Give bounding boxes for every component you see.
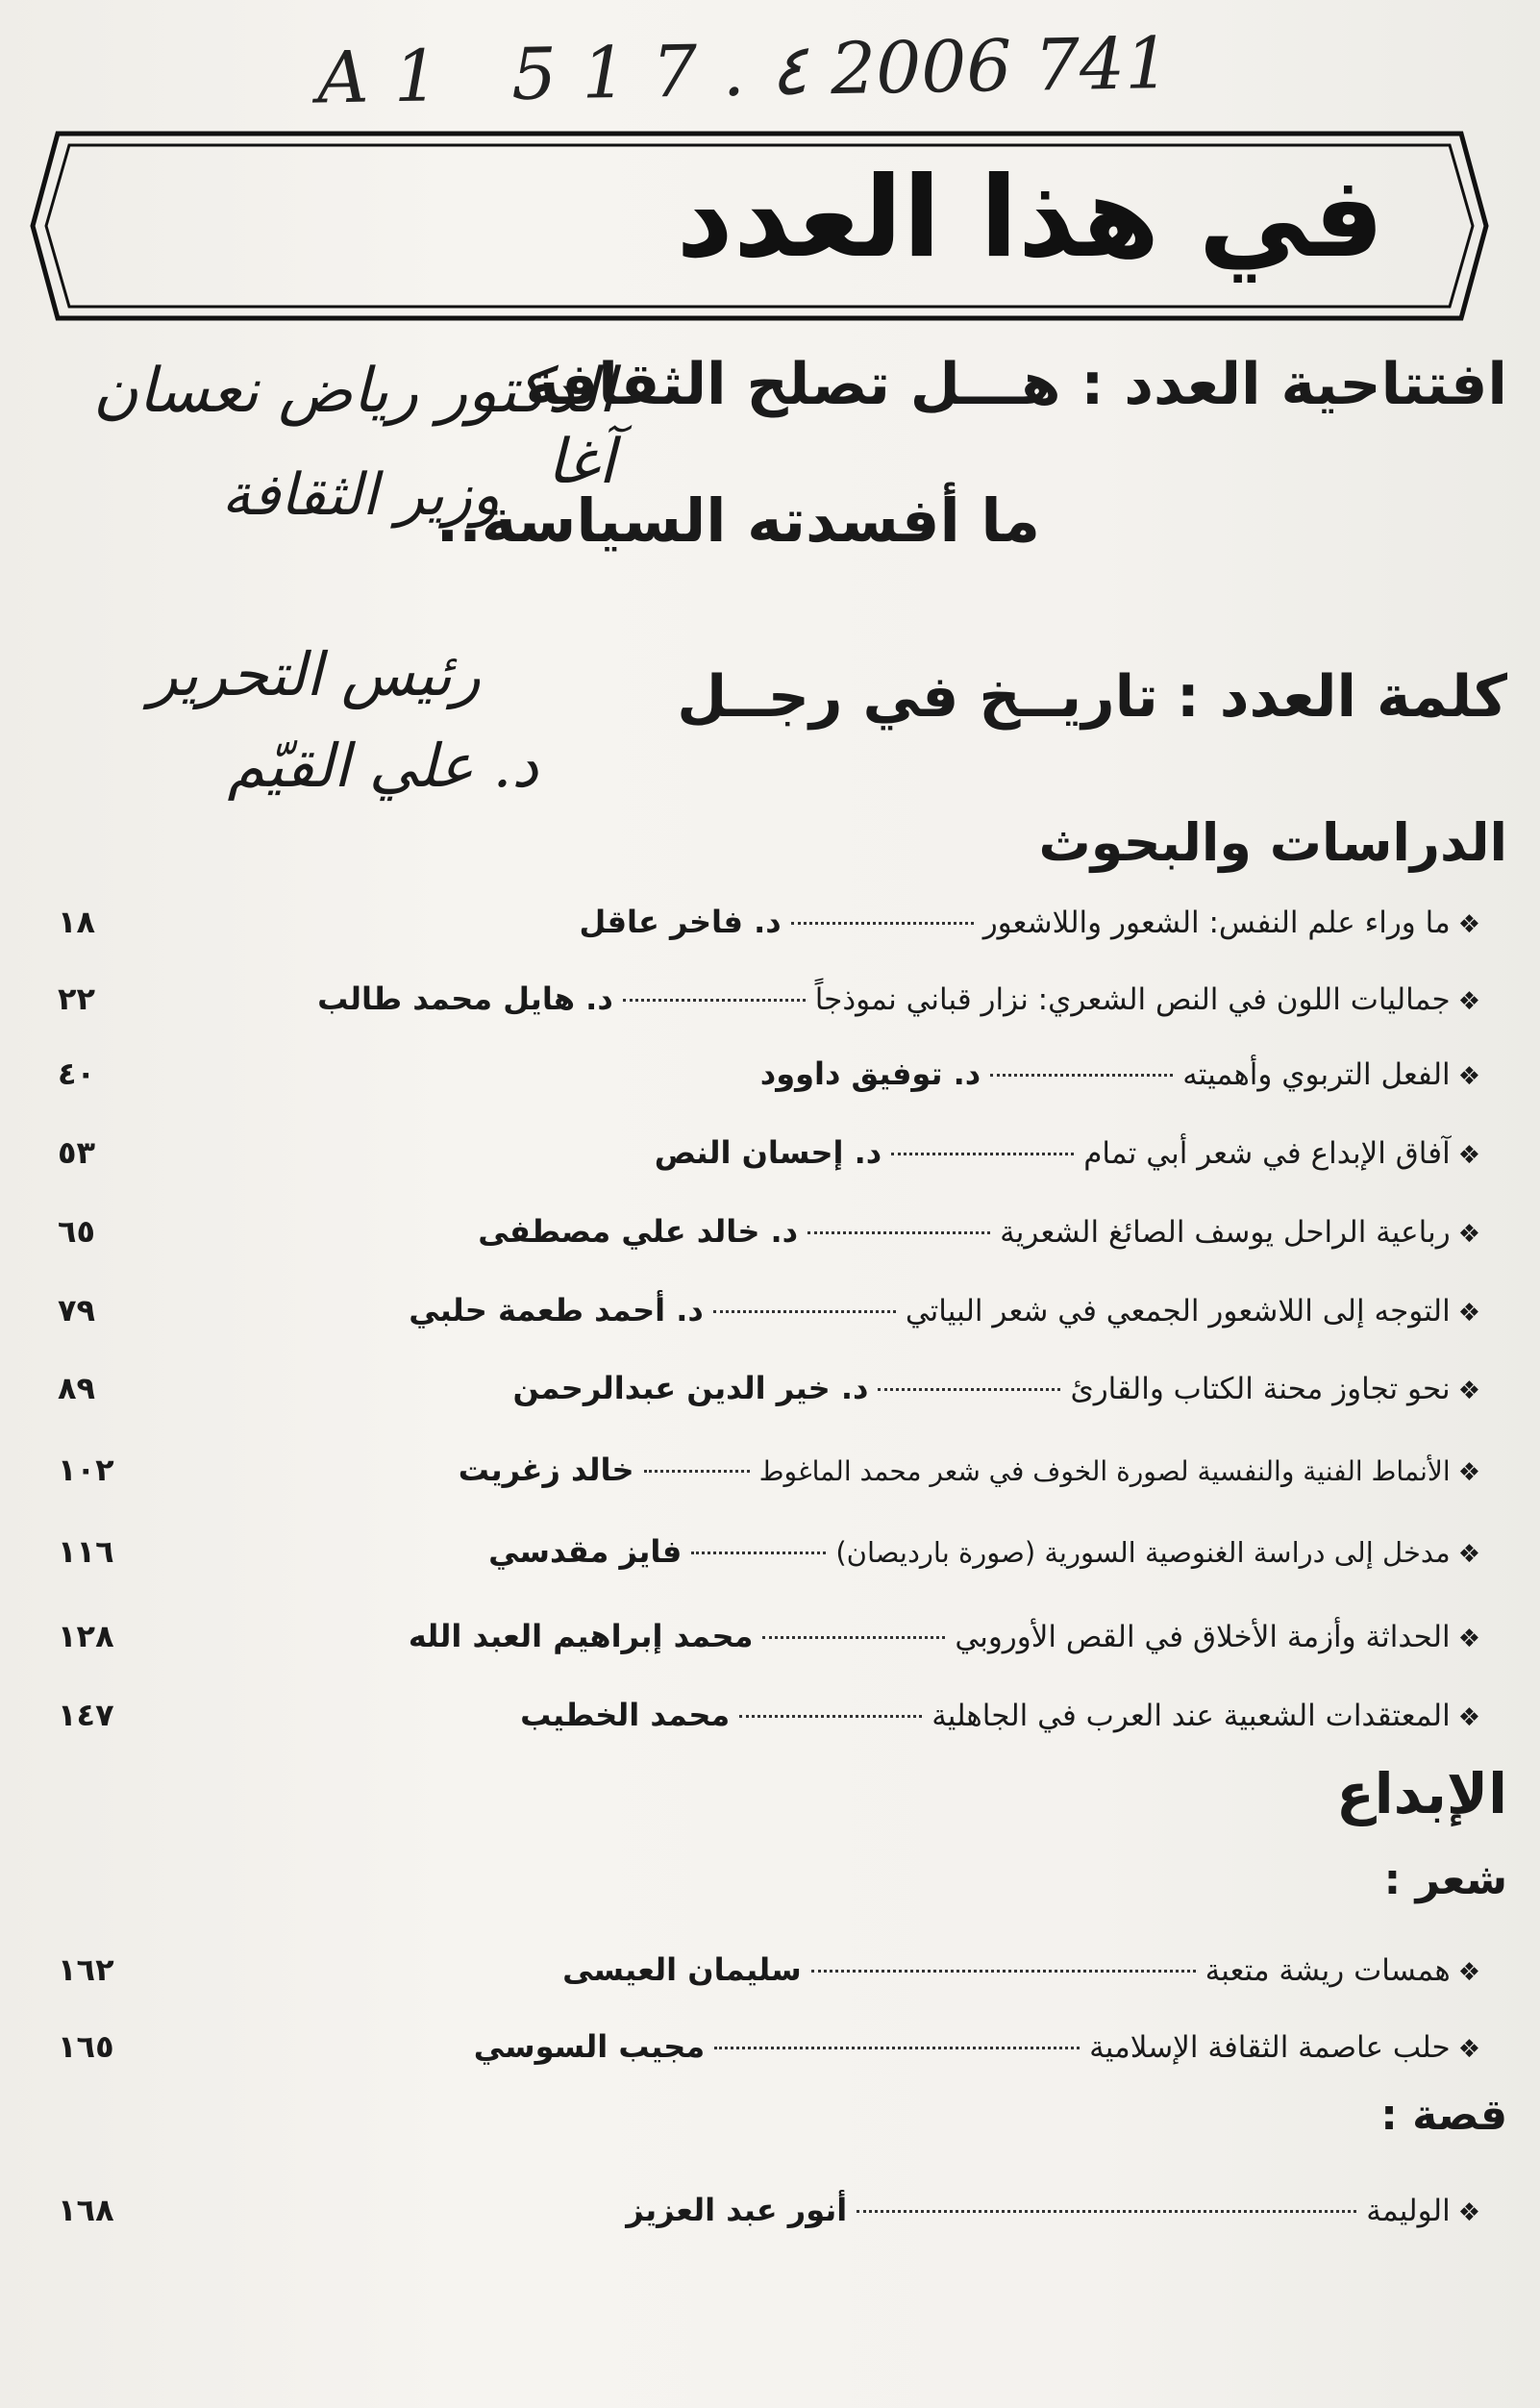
toc-row [58, 1951, 1480, 2009]
toc-row [58, 1533, 1480, 1591]
leader-dots [811, 1970, 1196, 1973]
toc-title: همسات ريشة متعبة [1205, 1953, 1451, 1988]
bullet-icon: ❖ [1457, 910, 1480, 939]
toc-title: التوجه إلى اللاشعور الجمعي في شعر البياتي [905, 1294, 1451, 1328]
toc-title: رباعية الراحل يوسف الصائغ الشعرية [1000, 1215, 1451, 1250]
catalog-code: A1 517.٤ 2006 741 [316, 21, 1171, 120]
toc-title: مدخل إلى دراسة الغنوصية السورية (صورة بارديصان) [835, 1536, 1451, 1569]
leader-dots [990, 1074, 1173, 1077]
toc-page: ١٦٨ [58, 2192, 114, 2228]
leader-dots [891, 1153, 1074, 1155]
issue-word-heading [677, 663, 1507, 731]
bullet-icon: ❖ [1457, 1299, 1480, 1328]
leader-dots [739, 1715, 922, 1718]
toc-row [58, 2028, 1480, 2086]
title-banner [29, 130, 1490, 322]
toc-page: ٨٩ [58, 1370, 96, 1406]
toc-row [58, 1618, 1480, 1676]
editorial-title-line1: هـــل تصلح الثقافة [525, 351, 1061, 418]
bullet-icon: ❖ [1457, 1703, 1480, 1732]
toc-author: مجيب السوسي [473, 2028, 706, 2065]
leader-dots [857, 2210, 1356, 2213]
toc-row [58, 1452, 1480, 1509]
toc-title: آفاق الإبداع في شعر أبي تمام [1083, 1136, 1451, 1171]
toc-author: د. إحسان النص [654, 1134, 882, 1171]
bullet-icon: ❖ [1457, 1141, 1480, 1170]
bullet-icon: ❖ [1457, 2198, 1480, 2227]
bullet-icon: ❖ [1457, 1220, 1480, 1249]
leader-dots [691, 1552, 826, 1554]
leader-dots [714, 2047, 1080, 2049]
editor-role: رئيس التحرير [148, 639, 481, 709]
toc-row [58, 981, 1480, 1038]
toc-row [58, 1370, 1480, 1427]
toc-author: أنور عبد العزيز [626, 2192, 848, 2228]
toc-row [58, 2192, 1480, 2249]
toc-page: ١١٦ [58, 1533, 114, 1570]
toc-page: ٥٣ [58, 1134, 96, 1171]
editor-name: د. علي القيّم [227, 731, 538, 801]
toc-page: ١٢٨ [58, 1618, 114, 1654]
editorial-heading [526, 351, 1507, 418]
bullet-icon: ❖ [1457, 1540, 1480, 1569]
toc-page: ١٤٧ [58, 1697, 114, 1733]
page-title: في هذا العدد [676, 153, 1384, 283]
leader-dots [713, 1310, 896, 1313]
toc-row [58, 1697, 1480, 1754]
toc-title: نحو تجاوز محنة الكتاب والقارئ [1070, 1372, 1451, 1406]
toc-author: سليمان العيسى [562, 1951, 802, 1988]
bullet-icon: ❖ [1457, 1062, 1480, 1091]
leader-dots [791, 922, 974, 925]
leader-dots [644, 1470, 750, 1473]
toc-page: ٢٢ [58, 981, 96, 1017]
section-studies: الدراسات والبحوث [1038, 812, 1507, 873]
toc-row [58, 1213, 1480, 1271]
bullet-icon: ❖ [1457, 987, 1480, 1016]
toc-page: ١٦٢ [58, 1951, 114, 1988]
subsection-poetry: شعر : [1383, 1855, 1507, 1904]
toc-row [58, 904, 1480, 961]
toc-title: الوليمة [1366, 2194, 1451, 2228]
bullet-icon: ❖ [1457, 1377, 1480, 1405]
toc-author: د. توفيق داوود [759, 1055, 981, 1092]
toc-page: ١٨ [58, 904, 96, 940]
toc-author: خالد زغريت [458, 1452, 634, 1488]
subsection-story: قصة : [1380, 2091, 1507, 2140]
editorial-author: الدكتور رياض نعسان آغا [92, 356, 615, 498]
toc-title: المعتقدات الشعبية عند العرب في الجاهلية [931, 1699, 1451, 1733]
toc-row [58, 1134, 1480, 1192]
editorial-author-role: وزير الثقافة [221, 461, 500, 529]
toc-page: ٤٠ [58, 1055, 96, 1092]
leader-dots [623, 999, 806, 1002]
toc-title: حلب عاصمة الثقافة الإسلامية [1089, 2030, 1451, 2065]
toc-row [58, 1055, 1480, 1113]
toc-row [58, 1292, 1480, 1350]
toc-author: فايز مقدسي [488, 1533, 683, 1570]
toc-title: الحداثة وأزمة الأخلاق في القص الأوروبي [955, 1620, 1451, 1654]
section-creativity: الإبداع [1336, 1761, 1507, 1826]
bullet-icon: ❖ [1457, 1458, 1480, 1487]
editorial-title-line2: ما أفسدته السياسة.. [435, 485, 1040, 556]
editorial-label: افتتاحية العدد : [1080, 351, 1507, 418]
leader-dots [807, 1231, 990, 1234]
bullet-icon: ❖ [1457, 1625, 1480, 1653]
toc-title: جماليات اللون في النص الشعري: نزار قباني نموذجاً [814, 982, 1451, 1017]
bullet-icon: ❖ [1457, 1958, 1480, 1987]
toc-title: الأنماط الفنية والنفسية لصورة الخوف في شعر محمد الماغوط [758, 1455, 1451, 1487]
toc-page: ١٠٢ [58, 1452, 114, 1488]
toc-author: د. خالد علي مصطفى [478, 1213, 799, 1250]
toc-author: د. خير الدين عبدالرحمن [512, 1370, 869, 1406]
toc-page: ١٦٥ [58, 2028, 114, 2065]
toc-title: الفعل التربوي وأهميته [1182, 1057, 1451, 1092]
issue-word-title: تاريــخ في رجــل [677, 663, 1158, 731]
toc-page: ٦٥ [58, 1213, 96, 1250]
toc-author: محمد إبراهيم العبد الله [408, 1618, 754, 1654]
bullet-icon: ❖ [1457, 2035, 1480, 2064]
toc-author: محمد الخطيب [520, 1697, 731, 1733]
toc-page: ٧٩ [58, 1292, 96, 1328]
toc-author: د. هايل محمد طالب [317, 981, 613, 1017]
leader-dots [762, 1636, 945, 1639]
leader-dots [878, 1388, 1060, 1391]
toc-author: د. فاخر عاقل [579, 904, 782, 940]
toc-author: د. أحمد طعمة حلبي [409, 1292, 704, 1328]
toc-title: ما وراء علم النفس: الشعور واللاشعور [982, 906, 1451, 940]
issue-word-label: كلمة العدد : [1176, 663, 1507, 731]
